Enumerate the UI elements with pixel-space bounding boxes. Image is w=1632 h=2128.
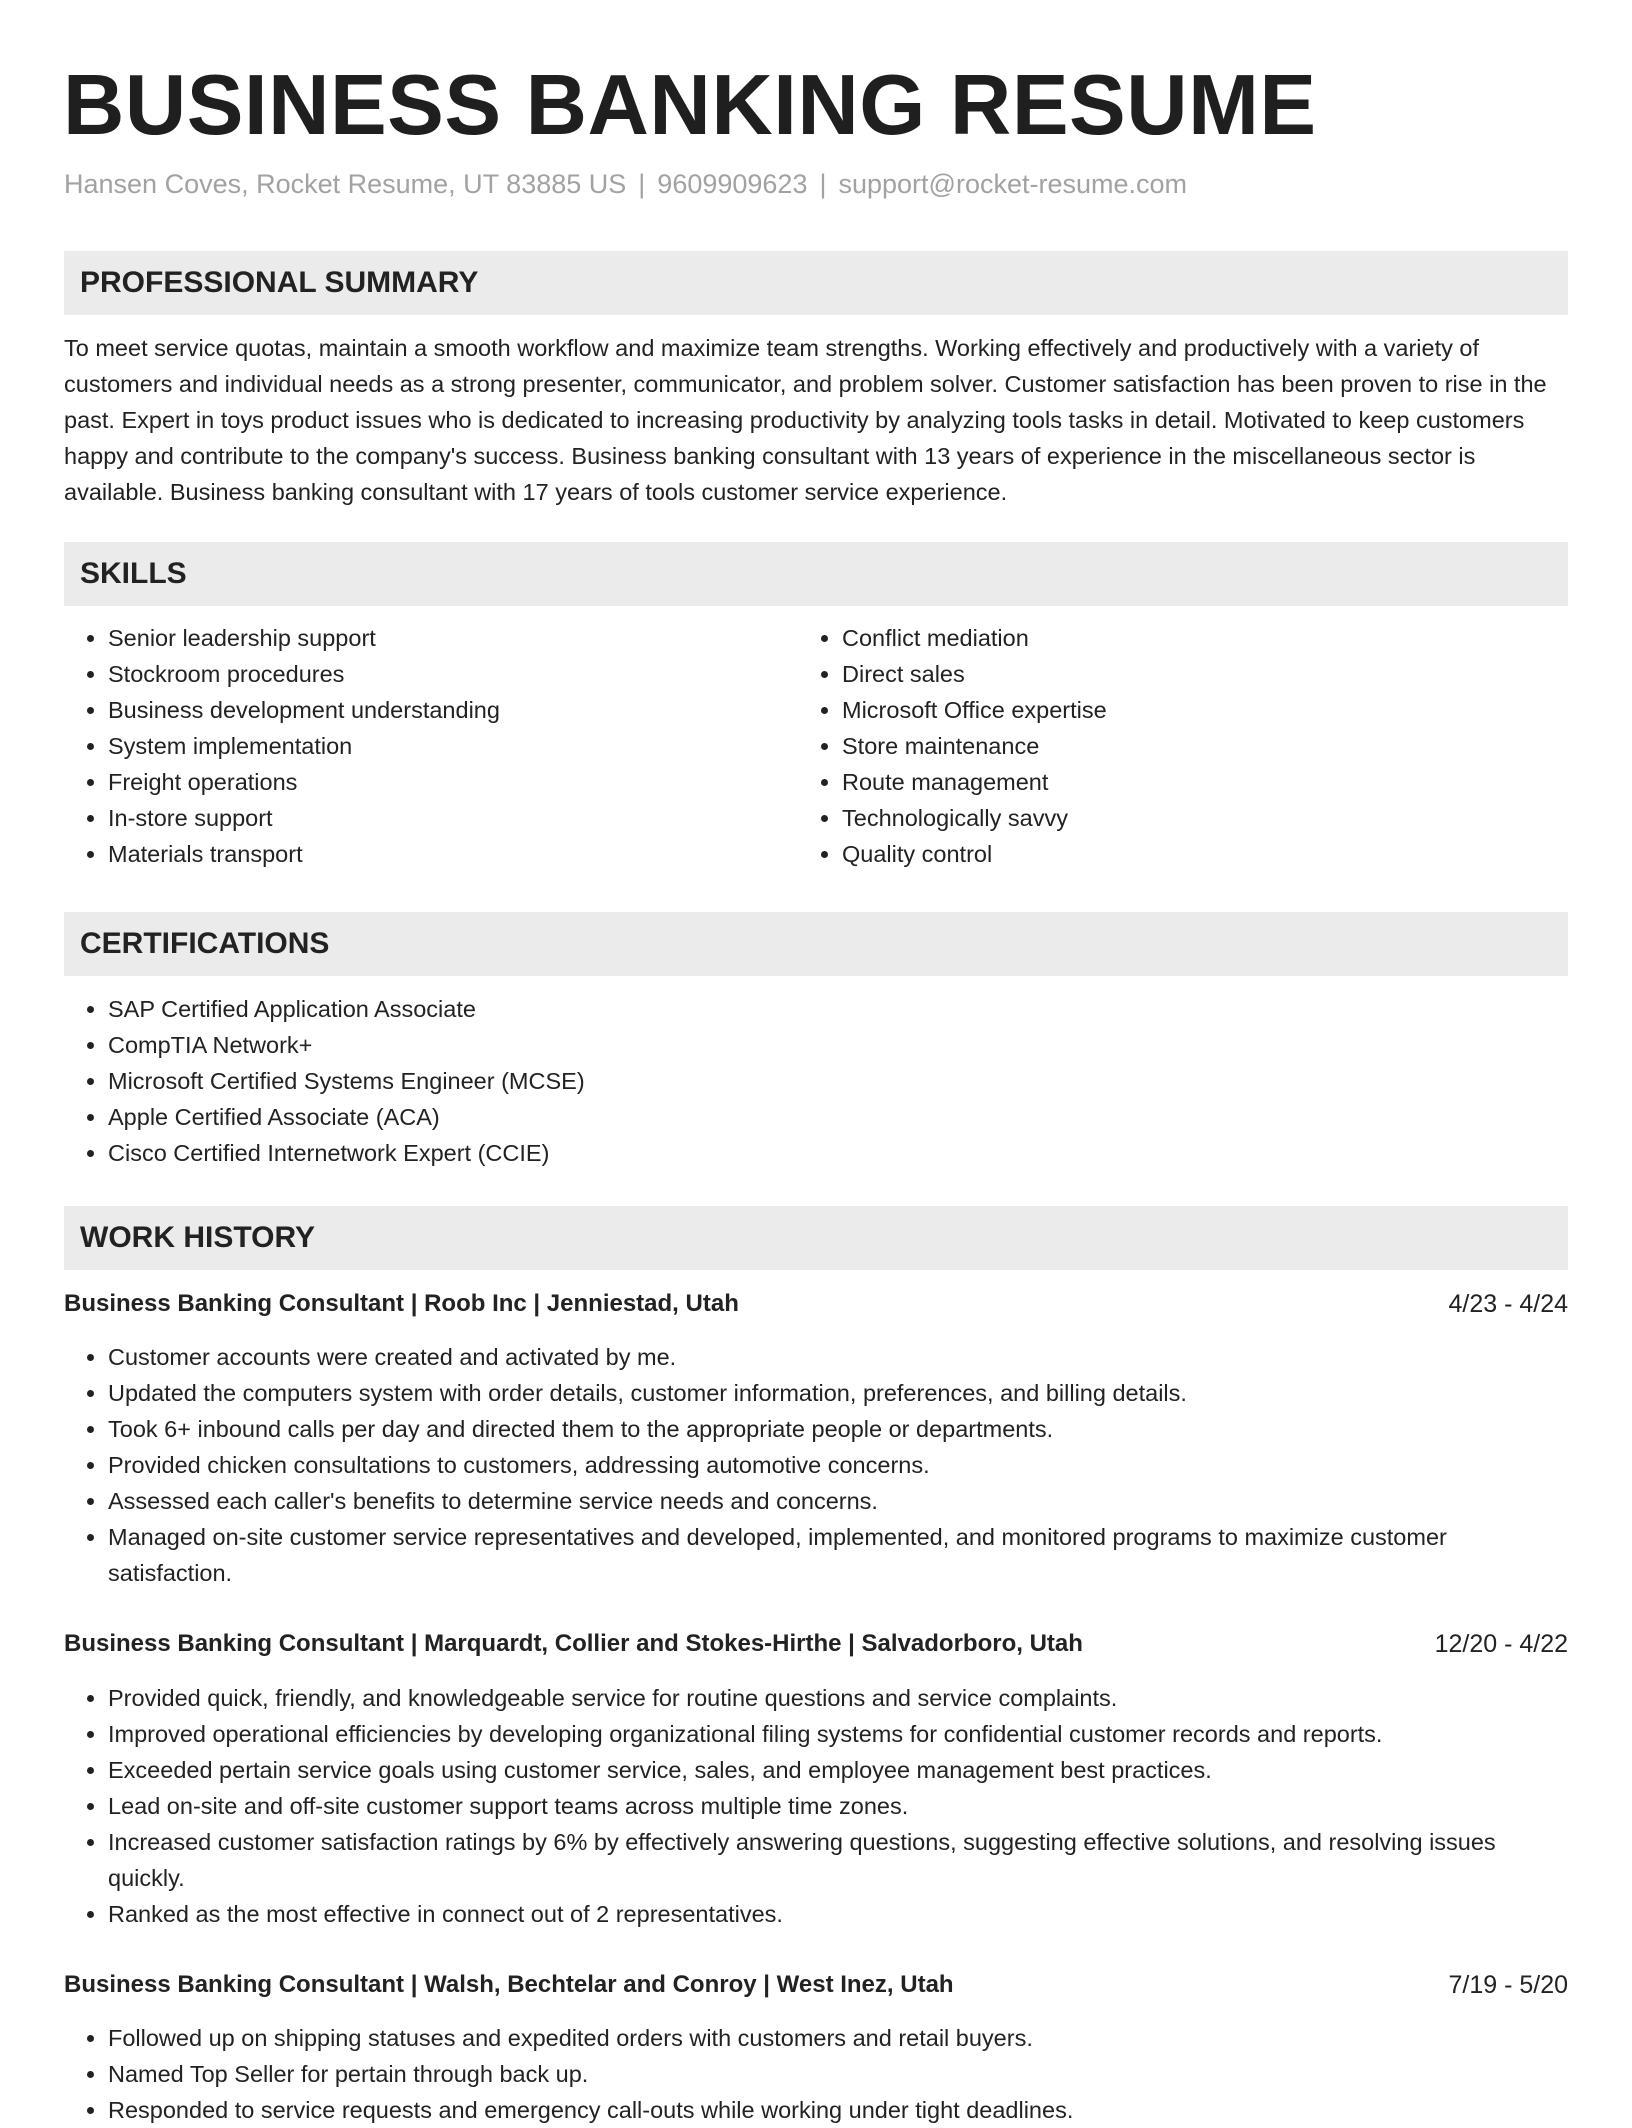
resume-title: BUSINESS BANKING RESUME (63, 58, 1317, 153)
certification-item: • Microsoft Certified Systems Engineer (MCSE) (108, 1063, 1568, 1099)
job-title: Business Banking Consultant | Roob Inc | Jenniestad, Utah (64, 1290, 739, 1317)
skill-item: • Technologically savvy (842, 800, 1602, 836)
job-bullet: • Took 6+ inbound calls per day and directed them to the appropriate people or departments. (108, 1411, 1568, 1447)
contact-phone: 9609909623 (657, 169, 808, 199)
section-heading-summary: PROFESSIONAL SUMMARY (64, 251, 1568, 315)
section-heading-certifications: CERTIFICATIONS (64, 912, 1568, 976)
skill-item: • In-store support (108, 800, 798, 836)
job-bullet: • Customer accounts were created and activated by me. (108, 1339, 1568, 1375)
job-title: Business Banking Consultant | Marquardt, Collier and Stokes-Hirthe | Salvadorboro, Utah (64, 1630, 1083, 1657)
certifications-list (64, 991, 1568, 1171)
job-dates: 7/19 - 5/20 (1448, 1971, 1568, 1999)
job-bullet: • Named Top Seller for pertain through back up. (108, 2056, 1568, 2092)
job-bullet: • Improved operational efficiencies by developing organizational filing systems for confidential customer records and reports. (108, 1716, 1568, 1752)
skill-item: • Conflict mediation (842, 620, 1602, 656)
job-bullet: • Followed up on shipping statuses and expedited orders with customers and retail buyers. (108, 2020, 1568, 2056)
job-dates: 12/20 - 4/22 (1434, 1630, 1568, 1658)
job-bullet: • Ranked as the most effective in connect out of 2 representatives. (108, 1896, 1568, 1932)
job-bullets (64, 1680, 1568, 1932)
job-bullet: • Increased customer satisfaction ratings by 6% by effectively answering questions, suggesting effective solutions, and resolving issues quickly. (108, 1824, 1568, 1896)
skill-item: • Microsoft Office expertise (842, 692, 1602, 728)
job-bullet: • Provided chicken consultations to customers, addressing automotive concerns. (108, 1447, 1568, 1483)
skills-list-left (64, 620, 798, 872)
section-heading-work-history: WORK HISTORY (64, 1206, 1568, 1270)
contact-separator: | (638, 169, 646, 199)
job-title: Business Banking Consultant | Walsh, Bechtelar and Conroy | West Inez, Utah (64, 1971, 954, 1998)
job-bullet: • Provided quick, friendly, and knowledgeable service for routine questions and service complaints. (108, 1680, 1568, 1716)
skill-item: • Quality control (842, 836, 1602, 872)
summary-text: To meet service quotas, maintain a smooth workflow and maximize team strengths. Working effectively and productively with a variety of customers and individual needs as a strong presenter, communicator, and problem solver. Customer satisfaction has been proven to rise in the past. Expert in toys product issues who is dedicated to increasing productivity by analyzing tools tasks in detail. Motivated to keep customers happy and contribute to the company's success. Business banking consultant with 13 years of experience in the miscellaneous sector is available. Business banking consultant with 17 years of tools customer service experience. (64, 335, 1547, 505)
certification-item: • CompTIA Network+ (108, 1027, 1568, 1063)
contact-separator: | (819, 169, 827, 199)
certification-item: • Cisco Certified Internetwork Expert (CCIE) (108, 1135, 1568, 1171)
job-bullet: • Managed on-site customer service representatives and developed, implemented, and monitored programs to maximize customer satisfaction. (108, 1519, 1568, 1591)
skill-item: • Senior leadership support (108, 620, 798, 656)
job-bullet: • Assessed each caller's benefits to determine service needs and concerns. (108, 1483, 1568, 1519)
skill-item: • Direct sales (842, 656, 1602, 692)
contact-address: Hansen Coves, Rocket Resume, UT 83885 US (64, 169, 627, 199)
skill-item: • Freight operations (108, 764, 798, 800)
job-bullets (64, 1339, 1568, 1591)
skill-item: • System implementation (108, 728, 798, 764)
skill-item: • Materials transport (108, 836, 798, 872)
job-bullet: • Exceeded pertain service goals using customer service, sales, and employee management best practices. (108, 1752, 1568, 1788)
skills-list-right (798, 620, 1602, 872)
skill-item: • Stockroom procedures (108, 656, 798, 692)
job-bullet: • Updated the computers system with order details, customer information, preferences, and billing details. (108, 1375, 1568, 1411)
contact-email: support@rocket-resume.com (838, 169, 1188, 199)
section-heading-skills: SKILLS (64, 542, 1568, 606)
certification-item: • Apple Certified Associate (ACA) (108, 1099, 1568, 1135)
skill-item: • Route management (842, 764, 1602, 800)
contact-line (64, 166, 1187, 202)
certification-item: • SAP Certified Application Associate (108, 991, 1568, 1027)
job-bullet: • Responded to service requests and emergency call-outs while working under tight deadlines. (108, 2092, 1568, 2128)
skill-item: • Business development understanding (108, 692, 798, 728)
job-bullet: • Lead on-site and off-site customer support teams across multiple time zones. (108, 1788, 1568, 1824)
job-dates: 4/23 - 4/24 (1448, 1290, 1568, 1318)
skill-item: • Store maintenance (842, 728, 1602, 764)
